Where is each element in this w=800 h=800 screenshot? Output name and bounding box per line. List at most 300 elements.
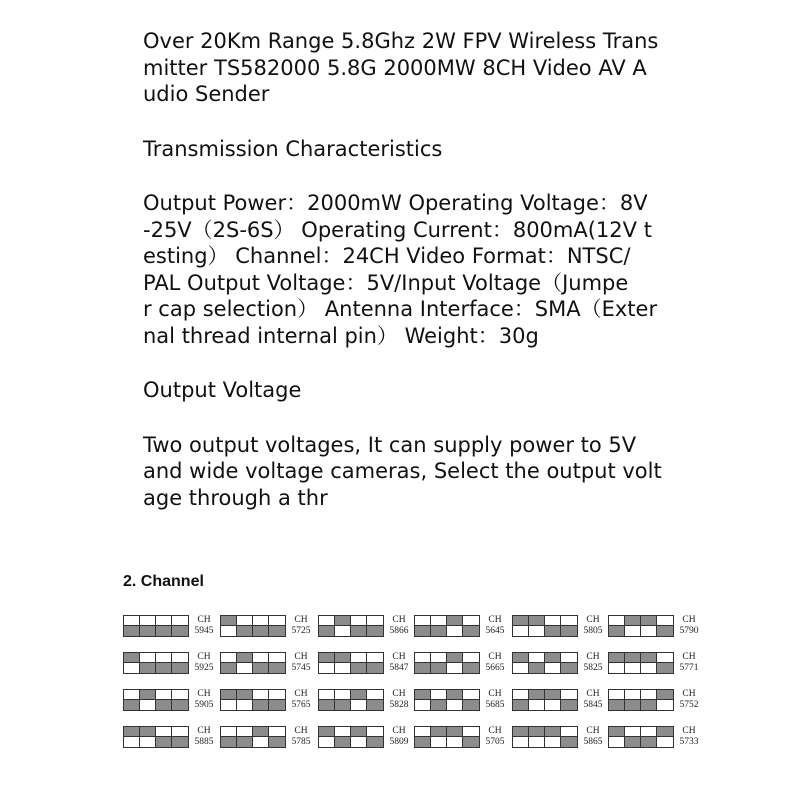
- channel-frequency: 5885: [194, 737, 214, 747]
- dip-switch-square: [463, 690, 479, 700]
- dip-switch-square: [431, 727, 447, 737]
- dip-switch-square: [156, 626, 172, 636]
- dip-switch-diagram: [318, 689, 384, 711]
- dip-switch-square: [237, 626, 253, 636]
- ch-text: CH: [294, 652, 308, 662]
- channel-frequency: 5725: [291, 626, 311, 636]
- dip-switch-square: [237, 727, 253, 737]
- dip-switch-square: [415, 616, 431, 626]
- dip-switch-square: [351, 663, 367, 673]
- dip-switch-square: [529, 690, 545, 700]
- dip-switch-square: [415, 737, 431, 747]
- channel-cell: [122, 686, 215, 716]
- channel-frequency: 5845: [583, 700, 603, 710]
- section-heading-transmission: Transmission Characteristics: [143, 136, 443, 161]
- channel-label: [387, 689, 411, 711]
- dip-switch-square: [156, 616, 172, 626]
- dip-switch-square: [237, 653, 253, 663]
- dip-switch-square: [625, 690, 641, 700]
- output-voltage-paragraph: Two output voltages, It can supply power to 5V and wide voltage cameras, Select the output volt age through a thr: [143, 432, 662, 510]
- dip-switch-square: [561, 616, 577, 626]
- dip-switch-square: [269, 727, 285, 737]
- channel-label: [677, 652, 701, 674]
- dip-switch-square: [447, 700, 463, 710]
- dip-switch-square: [463, 700, 479, 710]
- dip-switch-square: [415, 653, 431, 663]
- dip-switch-square: [463, 737, 479, 747]
- dip-switch-diagram: [220, 615, 286, 637]
- dip-switch-square: [367, 626, 383, 636]
- dip-switch-square: [561, 690, 577, 700]
- dip-switch-square: [351, 727, 367, 737]
- dip-switch-square: [221, 616, 237, 626]
- dip-switch-square: [351, 616, 367, 626]
- channel-cell: [317, 649, 410, 679]
- dip-switch-square: [657, 653, 673, 663]
- dip-switch-diagram: [220, 652, 286, 674]
- dip-switch-square: [609, 653, 625, 663]
- dip-switch-square: [513, 690, 529, 700]
- dip-switch-square: [351, 653, 367, 663]
- dip-switch-square: [124, 616, 140, 626]
- dip-switch-square: [124, 690, 140, 700]
- channel-frequency: 5745: [291, 663, 311, 673]
- ch-text: CH: [682, 726, 696, 736]
- dip-switch-square: [529, 616, 545, 626]
- dip-switch-square: [431, 616, 447, 626]
- dip-switch-square: [367, 700, 383, 710]
- dip-switch-square: [221, 626, 237, 636]
- dip-switch-square: [335, 616, 351, 626]
- channel-cell: [607, 723, 700, 753]
- channel-label: [581, 689, 605, 711]
- channel-label: [677, 726, 701, 748]
- ch-text: CH: [294, 689, 308, 699]
- ch-text: CH: [392, 652, 406, 662]
- ch-text: CH: [488, 652, 502, 662]
- dip-switch-square: [431, 690, 447, 700]
- dip-switch-square: [319, 737, 335, 747]
- dip-switch-square: [319, 663, 335, 673]
- dip-switch-square: [447, 616, 463, 626]
- ch-text: CH: [392, 615, 406, 625]
- dip-switch-square: [319, 727, 335, 737]
- dip-switch-square: [657, 626, 673, 636]
- dip-switch-square: [431, 700, 447, 710]
- dip-switch-square: [351, 700, 367, 710]
- dip-switch-square: [269, 690, 285, 700]
- dip-switch-square: [335, 653, 351, 663]
- dip-switch-square: [513, 663, 529, 673]
- ch-text: CH: [392, 689, 406, 699]
- dip-switch-diagram: [608, 726, 674, 748]
- ch-text: CH: [586, 689, 600, 699]
- channel-cell: [607, 649, 700, 679]
- ch-text: CH: [294, 615, 308, 625]
- dip-switch-square: [237, 690, 253, 700]
- channel-cell: [219, 612, 312, 642]
- dip-switch-square: [172, 690, 188, 700]
- channel-label: [387, 615, 411, 637]
- dip-switch-square: [253, 626, 269, 636]
- channel-cell: [219, 649, 312, 679]
- dip-switch-square: [625, 700, 641, 710]
- channel-cell: [219, 686, 312, 716]
- dip-switch-square: [415, 700, 431, 710]
- ch-text: CH: [392, 726, 406, 736]
- dip-switch-square: [529, 700, 545, 710]
- dip-switch-square: [319, 626, 335, 636]
- dip-switch-square: [221, 737, 237, 747]
- dip-switch-square: [335, 737, 351, 747]
- channel-frequency: 5771: [679, 663, 699, 673]
- channel-label: [483, 615, 507, 637]
- dip-switch-square: [367, 737, 383, 747]
- dip-switch-square: [641, 737, 657, 747]
- dip-switch-square: [545, 737, 561, 747]
- dip-switch-square: [657, 737, 673, 747]
- channel-label: [581, 726, 605, 748]
- ch-text: CH: [586, 726, 600, 736]
- dip-switch-square: [545, 727, 561, 737]
- ch-text: CH: [682, 652, 696, 662]
- channel-frequency: 5847: [389, 663, 409, 673]
- dip-switch-diagram: [318, 615, 384, 637]
- channel-label: [192, 689, 216, 711]
- dip-switch-square: [513, 737, 529, 747]
- channel-section-title: 2. Channel: [123, 573, 204, 590]
- dip-switch-square: [172, 737, 188, 747]
- dip-switch-square: [625, 653, 641, 663]
- ch-text: CH: [197, 689, 211, 699]
- dip-switch-square: [545, 616, 561, 626]
- dip-switch-square: [641, 690, 657, 700]
- dip-switch-diagram: [608, 615, 674, 637]
- dip-switch-square: [431, 626, 447, 636]
- dip-switch-diagram: [123, 726, 189, 748]
- dip-switch-square: [253, 700, 269, 710]
- dip-switch-square: [367, 653, 383, 663]
- dip-switch-square: [253, 727, 269, 737]
- channel-cell: [219, 723, 312, 753]
- dip-switch-square: [140, 690, 156, 700]
- dip-switch-square: [319, 700, 335, 710]
- channel-cell: [511, 723, 604, 753]
- spec-paragraph: Output Power：2000mW Operating Voltage：8V -25V（2S-6S） Operating Current：800mA(12V t esting） Channel：24CH Video Format：NTSC/ PAL Output Voltage：5V/Input Voltage（Jumpe r cap selection） Antenna Interface：SMA（Exter nal thread internal pin） Weight：30g: [143, 191, 658, 348]
- dip-switch-square: [172, 626, 188, 636]
- dip-switch-square: [253, 653, 269, 663]
- dip-switch-square: [513, 700, 529, 710]
- channel-frequency: 5665: [485, 663, 505, 673]
- dip-switch-square: [641, 653, 657, 663]
- channel-cell: [413, 686, 506, 716]
- dip-switch-square: [545, 663, 561, 673]
- dip-switch-diagram: [123, 689, 189, 711]
- ch-text: CH: [488, 726, 502, 736]
- dip-switch-diagram: [318, 726, 384, 748]
- dip-switch-square: [657, 616, 673, 626]
- channel-label: [677, 615, 701, 637]
- channel-label: [387, 726, 411, 748]
- dip-switch-square: [513, 727, 529, 737]
- dip-switch-square: [513, 616, 529, 626]
- dip-switch-square: [124, 626, 140, 636]
- dip-switch-square: [463, 616, 479, 626]
- dip-switch-square: [335, 663, 351, 673]
- dip-switch-square: [447, 737, 463, 747]
- dip-switch-square: [529, 737, 545, 747]
- dip-switch-square: [529, 626, 545, 636]
- dip-switch-square: [625, 626, 641, 636]
- dip-switch-square: [609, 663, 625, 673]
- dip-switch-square: [625, 663, 641, 673]
- ch-text: CH: [586, 615, 600, 625]
- dip-switch-diagram: [512, 615, 578, 637]
- channel-label: [289, 652, 313, 674]
- channel-cell: [511, 686, 604, 716]
- ch-text: CH: [682, 615, 696, 625]
- dip-switch-square: [335, 626, 351, 636]
- channel-cell: [122, 649, 215, 679]
- dip-switch-diagram: [123, 652, 189, 674]
- dip-switch-square: [561, 700, 577, 710]
- dip-switch-square: [561, 727, 577, 737]
- ch-text: CH: [488, 615, 502, 625]
- dip-switch-square: [253, 616, 269, 626]
- channel-label: [677, 689, 701, 711]
- dip-switch-square: [431, 653, 447, 663]
- dip-switch-square: [253, 690, 269, 700]
- dip-switch-square: [561, 653, 577, 663]
- dip-switch-square: [253, 737, 269, 747]
- dip-switch-diagram: [512, 726, 578, 748]
- dip-switch-square: [140, 616, 156, 626]
- channel-frequency: 5865: [583, 737, 603, 747]
- description-text: [143, 28, 663, 539]
- dip-switch-square: [529, 653, 545, 663]
- dip-switch-square: [513, 626, 529, 636]
- channel-cell: [317, 723, 410, 753]
- channel-frequency: 5825: [583, 663, 603, 673]
- channel-frequency: 5925: [194, 663, 214, 673]
- channel-label: [192, 652, 216, 674]
- channel-frequency: 5790: [679, 626, 699, 636]
- dip-switch-square: [431, 663, 447, 673]
- dip-switch-square: [415, 663, 431, 673]
- dip-switch-square: [545, 626, 561, 636]
- dip-switch-square: [447, 663, 463, 673]
- dip-switch-square: [625, 727, 641, 737]
- dip-switch-square: [447, 690, 463, 700]
- dip-switch-square: [156, 690, 172, 700]
- ch-text: CH: [197, 726, 211, 736]
- dip-switch-square: [641, 727, 657, 737]
- dip-switch-square: [221, 663, 237, 673]
- channel-frequency: 5765: [291, 700, 311, 710]
- channel-label: [192, 615, 216, 637]
- dip-switch-square: [367, 663, 383, 673]
- dip-switch-square: [237, 737, 253, 747]
- channel-cell: [607, 686, 700, 716]
- dip-switch-square: [140, 626, 156, 636]
- channel-label: [581, 615, 605, 637]
- dip-switch-square: [641, 626, 657, 636]
- dip-switch-square: [625, 737, 641, 747]
- ch-text: CH: [197, 652, 211, 662]
- dip-switch-square: [561, 663, 577, 673]
- dip-switch-square: [351, 737, 367, 747]
- dip-switch-diagram: [512, 652, 578, 674]
- channel-label: [289, 726, 313, 748]
- dip-switch-square: [351, 626, 367, 636]
- dip-switch-diagram: [220, 689, 286, 711]
- channel-frequency: 5905: [194, 700, 214, 710]
- dip-switch-square: [657, 690, 673, 700]
- dip-switch-square: [269, 626, 285, 636]
- dip-switch-square: [657, 700, 673, 710]
- dip-switch-square: [335, 700, 351, 710]
- dip-switch-square: [529, 727, 545, 737]
- dip-switch-square: [156, 653, 172, 663]
- channel-frequency: 5733: [679, 737, 699, 747]
- dip-switch-square: [447, 653, 463, 663]
- channel-frequency: 5809: [389, 737, 409, 747]
- dip-switch-square: [561, 626, 577, 636]
- dip-switch-square: [172, 653, 188, 663]
- dip-switch-square: [545, 700, 561, 710]
- dip-switch-diagram: [220, 726, 286, 748]
- product-title: Over 20Km Range 5.8Ghz 2W FPV Wireless Trans mitter TS582000 5.8G 2000MW 8CH Video AV A udio Sender: [143, 29, 659, 106]
- dip-switch-square: [124, 737, 140, 747]
- channel-cell: [317, 612, 410, 642]
- dip-switch-square: [447, 626, 463, 636]
- dip-switch-square: [609, 690, 625, 700]
- dip-switch-square: [463, 653, 479, 663]
- channel-frequency: 5945: [194, 626, 214, 636]
- channel-cell: [317, 686, 410, 716]
- dip-switch-square: [431, 737, 447, 747]
- dip-switch-square: [140, 653, 156, 663]
- dip-switch-square: [463, 626, 479, 636]
- dip-switch-square: [140, 737, 156, 747]
- dip-switch-diagram: [123, 615, 189, 637]
- channel-label: [192, 726, 216, 748]
- dip-switch-square: [221, 700, 237, 710]
- dip-switch-square: [657, 727, 673, 737]
- dip-switch-square: [367, 690, 383, 700]
- channel-frequency: 5828: [389, 700, 409, 710]
- ch-text: CH: [197, 615, 211, 625]
- dip-switch-square: [172, 616, 188, 626]
- ch-text: CH: [682, 689, 696, 699]
- channel-label: [483, 652, 507, 674]
- dip-switch-square: [124, 653, 140, 663]
- dip-switch-square: [319, 653, 335, 663]
- dip-switch-square: [609, 700, 625, 710]
- dip-switch-square: [140, 663, 156, 673]
- channel-cell: [413, 649, 506, 679]
- dip-switch-square: [561, 737, 577, 747]
- dip-switch-square: [513, 653, 529, 663]
- dip-switch-square: [156, 727, 172, 737]
- dip-switch-square: [253, 663, 269, 673]
- dip-switch-square: [641, 663, 657, 673]
- dip-switch-square: [335, 690, 351, 700]
- dip-switch-square: [415, 727, 431, 737]
- channel-cell: [122, 723, 215, 753]
- dip-switch-square: [140, 700, 156, 710]
- channel-label: [483, 726, 507, 748]
- dip-switch-square: [156, 737, 172, 747]
- dip-switch-square: [237, 616, 253, 626]
- dip-switch-square: [463, 663, 479, 673]
- channel-frequency: 5645: [485, 626, 505, 636]
- channel-label: [289, 615, 313, 637]
- channel-cell: [607, 612, 700, 642]
- dip-switch-diagram: [414, 726, 480, 748]
- channel-cell: [413, 723, 506, 753]
- channel-frequency: 5705: [485, 737, 505, 747]
- dip-switch-diagram: [608, 652, 674, 674]
- channel-frequency: 5785: [291, 737, 311, 747]
- dip-switch-square: [237, 663, 253, 673]
- channel-frequency: 5685: [485, 700, 505, 710]
- dip-switch-square: [124, 700, 140, 710]
- channel-cell: [511, 612, 604, 642]
- dip-switch-square: [237, 700, 253, 710]
- dip-switch-square: [124, 663, 140, 673]
- dip-switch-square: [415, 626, 431, 636]
- dip-switch-square: [609, 727, 625, 737]
- dip-switch-diagram: [414, 689, 480, 711]
- dip-switch-square: [269, 737, 285, 747]
- dip-switch-square: [156, 663, 172, 673]
- dip-switch-square: [269, 663, 285, 673]
- dip-switch-square: [269, 700, 285, 710]
- channel-label: [289, 689, 313, 711]
- dip-switch-square: [447, 727, 463, 737]
- channel-label: [581, 652, 605, 674]
- dip-switch-square: [269, 653, 285, 663]
- dip-switch-diagram: [414, 652, 480, 674]
- dip-switch-diagram: [608, 689, 674, 711]
- dip-switch-square: [319, 690, 335, 700]
- dip-switch-square: [221, 727, 237, 737]
- dip-switch-square: [609, 616, 625, 626]
- dip-switch-square: [545, 690, 561, 700]
- channel-frequency: 5805: [583, 626, 603, 636]
- dip-switch-diagram: [318, 652, 384, 674]
- dip-switch-square: [463, 727, 479, 737]
- dip-switch-square: [156, 700, 172, 710]
- dip-switch-diagram: [414, 615, 480, 637]
- ch-text: CH: [294, 726, 308, 736]
- channel-cell: [511, 649, 604, 679]
- dip-switch-square: [221, 690, 237, 700]
- channel-cell: [413, 612, 506, 642]
- dip-switch-square: [124, 727, 140, 737]
- channel-label: [483, 689, 507, 711]
- ch-text: CH: [586, 652, 600, 662]
- dip-switch-square: [415, 690, 431, 700]
- dip-switch-square: [625, 616, 641, 626]
- dip-switch-square: [529, 663, 545, 673]
- dip-switch-square: [172, 727, 188, 737]
- dip-switch-square: [367, 616, 383, 626]
- dip-switch-diagram: [512, 689, 578, 711]
- ch-text: CH: [488, 689, 502, 699]
- dip-switch-square: [319, 616, 335, 626]
